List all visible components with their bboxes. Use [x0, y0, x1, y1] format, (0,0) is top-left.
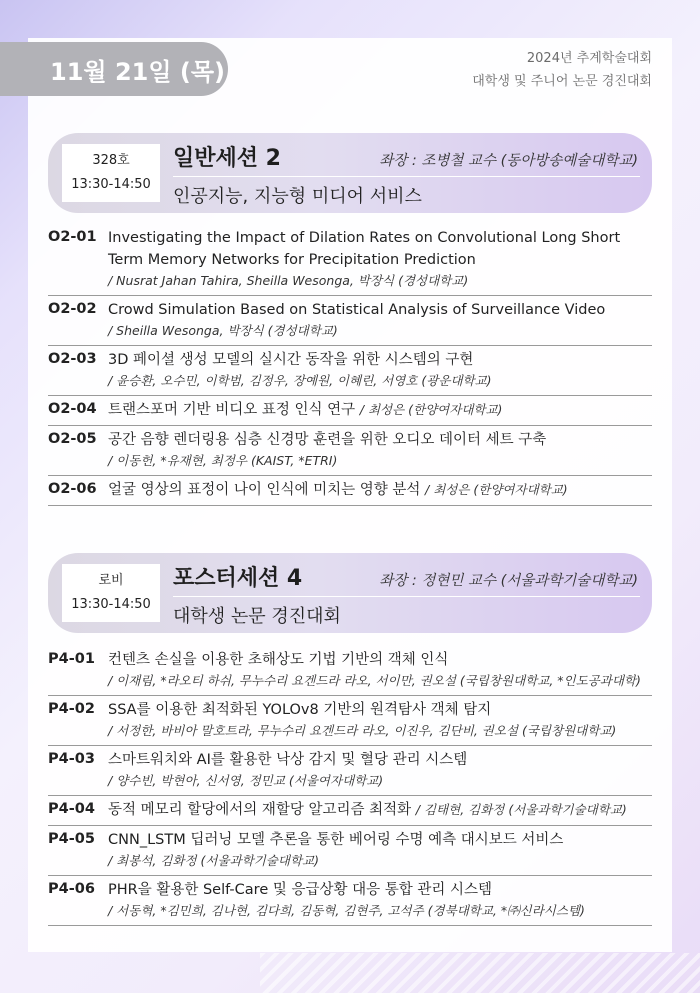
- paper-authors: / 양수빈, 박현아, 신서영, 정민교 (서울여자대학교): [108, 773, 384, 788]
- session-room: 328호: [92, 153, 130, 168]
- paper-item: [48, 396, 652, 426]
- paper-code: O2-04: [48, 401, 97, 417]
- paper-title: 동적 메모리 할당에서의 재할당 알고리즘 최적화: [108, 802, 412, 818]
- paper-authors: / Nusrat Jahan Tahira, Sheilla Wesonga, 박장식 (경성대학교): [108, 273, 469, 288]
- paper-title: PHR을 활용한 Self-Care 및 응급상황 대응 통합 관리 시스템: [108, 882, 492, 898]
- paper-item: [48, 646, 652, 696]
- paper-title: 3D 페이셜 생성 모델의 실시간 동작을 위한 시스템의 구현: [108, 352, 474, 368]
- session-time: 13:30-14:50: [71, 177, 151, 192]
- paper-authors: / Sheilla Wesonga, 박장식 (경성대학교): [108, 323, 338, 338]
- paper-code: O2-03: [48, 351, 97, 367]
- room-time-box: [62, 564, 160, 622]
- paper-authors: / 윤승환, 오수민, 이학범, 김정우, 장예원, 이혜린, 서영호 (광운대학교): [108, 373, 492, 388]
- paper-item: [48, 296, 652, 346]
- paper-item: [48, 746, 652, 796]
- paper-authors: / 최성은 (한양여자대학교): [425, 482, 568, 497]
- session-subtitle: 대학생 논문 경진대회: [173, 606, 341, 627]
- paper-item: [48, 876, 652, 926]
- paper-title: 얼굴 영상의 표정이 나이 인식에 미치는 영향 분석: [108, 482, 421, 498]
- paper-title: SSA를 이용한 최적화된 YOLOv8 기반의 원격탐사 객체 탐지: [108, 702, 492, 718]
- paper-code: O2-06: [48, 481, 97, 497]
- paper-code: P4-05: [48, 831, 95, 847]
- decorative-stripes: [260, 953, 700, 993]
- session-chair: 좌장 : 정현민 교수 (서울과학기술대학교): [379, 573, 638, 589]
- paper-title-line: [108, 799, 652, 821]
- paper-title-line: [108, 399, 652, 421]
- paper-item: [48, 346, 652, 396]
- paper-authors: / 최성은 (한양여자대학교): [359, 402, 503, 417]
- paper-authors: / 최봉석, 김화정 (서울과학기술대학교): [108, 853, 319, 868]
- conference-subtitle: 대학생 및 주니어 논문 경진대회: [472, 74, 652, 89]
- date-badge: 11월 21일 (목): [0, 42, 228, 96]
- paper-item: [48, 796, 652, 826]
- paper-authors: / 이동헌, *유재현, 최정우 (KAIST, *ETRI): [108, 453, 338, 468]
- paper-code: O2-05: [48, 431, 97, 447]
- paper-code: P4-04: [48, 801, 95, 817]
- paper-title: 스마트워치와 AI를 활용한 낙상 감지 및 혈당 관리 시스템: [108, 752, 468, 768]
- paper-list: [48, 646, 652, 926]
- room-time-box: [62, 144, 160, 202]
- session-chair: 좌장 : 조병철 교수 (동아방송예술대학교): [379, 153, 638, 169]
- paper-code: P4-06: [48, 881, 95, 897]
- paper-authors: / 서동혁, *김민희, 김나현, 김다희, 김동혁, 김현주, 고석주 (경북대학교, *㈜신라시스템): [108, 903, 585, 918]
- paper-item: [48, 426, 652, 476]
- paper-code: O2-01: [48, 229, 97, 245]
- paper-code: P4-02: [48, 701, 95, 717]
- paper-authors: / 이재림, *라오티 하쉬, 무누수리 요겐드라 라오, 서이만, 권오설 (국립창원대학교, *인도공과대학): [108, 673, 641, 688]
- paper-item: [48, 696, 652, 746]
- session-title: 포스터세션 4: [173, 566, 303, 591]
- session-header: [48, 553, 652, 633]
- paper-item: [48, 224, 652, 296]
- paper-title: 공간 음향 렌더링용 심층 신경망 훈련을 위한 오디오 데이터 세트 구축: [108, 432, 547, 448]
- session-header: [48, 133, 652, 213]
- conference-title: 2024년 추계학술대회: [526, 51, 652, 66]
- paper-title: Crowd Simulation Based on Statistical Analysis of Surveillance Video: [108, 302, 606, 318]
- paper-title: 컨텐츠 손실을 이용한 초해상도 기법 기반의 객체 인식: [108, 652, 449, 668]
- session-subtitle: 인공지능, 지능형 미디어 서비스: [173, 186, 422, 207]
- paper-title: 트랜스포머 기반 비디오 표정 인식 연구: [108, 402, 356, 418]
- session-time: 13:30-14:50: [71, 597, 151, 612]
- paper-code: P4-03: [48, 751, 95, 767]
- session-divider: [173, 596, 640, 597]
- paper-list: [48, 224, 652, 506]
- paper-code: O2-02: [48, 301, 97, 317]
- session-title: 일반세션 2: [173, 146, 281, 171]
- session-room: 로비: [98, 573, 124, 588]
- paper-authors: / 서정한, 바비아 말호트라, 무누수리 요겐드라 라오, 이진우, 김단비, 권오설 (국립창원대학교): [108, 723, 617, 738]
- paper-item: [48, 826, 652, 876]
- paper-title: CNN_LSTM 딥러닝 모델 추론을 통한 베어링 수명 예측 대시보드 서비스: [108, 832, 564, 848]
- paper-title-line: [108, 479, 652, 501]
- conference-info: [472, 47, 652, 93]
- session-divider: [173, 176, 640, 177]
- paper-code: P4-01: [48, 651, 95, 667]
- paper-title: Investigating the Impact of Dilation Rates on Convolutional Long Short Term Memory Networks for Precipitation Prediction: [108, 230, 621, 268]
- paper-authors: / 김태현, 김화정 (서울과학기술대학교): [415, 802, 627, 817]
- paper-item: [48, 476, 652, 506]
